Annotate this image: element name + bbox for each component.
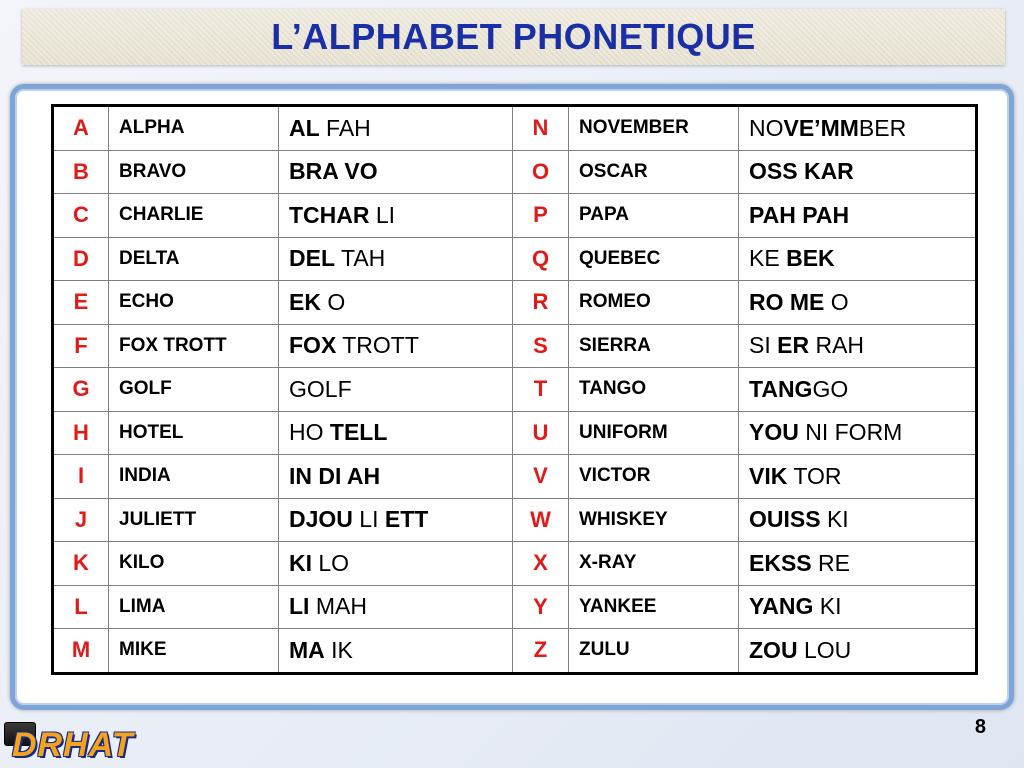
pronunciation-cell [739,237,977,281]
pronunciation-segment: IK [324,636,353,663]
pronunciation-cell [739,106,977,151]
pronunciation-segment: TOR [787,462,842,489]
code-word-cell: GOLF [109,368,279,412]
code-word-cell: VICTOR [569,455,739,499]
letter-cell: B [53,150,109,194]
pronunciation-segment: GOLF [289,375,352,402]
letter-cell: E [53,281,109,325]
pronunciation-segment: DJOU [289,506,353,533]
letter-cell: L [53,585,109,629]
letter-cell: A [53,106,109,151]
letter-cell: Q [513,237,569,281]
pronunciation-segment: PAH PAH [749,201,850,228]
code-word-cell: ALPHA [109,106,279,151]
table-row [53,150,977,194]
pronunciation-segment: EKSS [749,549,812,576]
pronunciation-cell [739,542,977,586]
pronunciation-segment: SI [749,332,778,359]
code-word-cell: ECHO [109,281,279,325]
pronunciation-cell [739,411,977,455]
title-banner [22,9,1005,65]
pronunciation-cell [279,368,513,412]
page-number: 8 [974,716,986,738]
table-row [53,106,977,151]
code-word-cell: LIMA [109,585,279,629]
pronunciation-segment: FOX [289,332,337,359]
pronunciation-segment: TELL [329,419,388,446]
pronunciation-segment: KE [749,245,787,272]
pronunciation-segment: RE [811,549,850,576]
table-row [53,194,977,238]
table-row [53,585,977,629]
pronunciation-segment: ER [777,332,810,359]
letter-cell: F [53,324,109,368]
pronunciation-segment: OSS KAR [749,158,854,185]
letter-cell: S [513,324,569,368]
pronunciation-cell [279,585,513,629]
pronunciation-segment: O [824,288,849,315]
pronunciation-segment: GO [812,375,849,402]
pronunciation-segment: ZOU [749,636,798,663]
table-body [53,106,977,674]
letter-cell: G [53,368,109,412]
code-word-cell: MIKE [109,629,279,674]
table-row [53,629,977,674]
code-word-cell: QUEBEC [569,237,739,281]
letter-cell: C [53,194,109,238]
pronunciation-segment: RAH [809,332,865,359]
code-word-cell: BRAVO [109,150,279,194]
pronunciation-segment: BRA VO [289,158,378,185]
logo [0,718,160,768]
letter-cell: K [53,542,109,586]
code-word-cell: WHISKEY [569,498,739,542]
code-word-cell: OSCAR [569,150,739,194]
pronunciation-segment: VE’MM [783,114,859,141]
pronunciation-cell [279,281,513,325]
pronunciation-segment: YANG [749,593,814,620]
pronunciation-segment: TCHAR [289,201,370,228]
pronunciation-segment: TAH [335,245,386,272]
pronunciation-cell [739,194,977,238]
pronunciation-segment: OUISS [749,506,821,533]
pronunciation-cell [739,150,977,194]
pronunciation-cell [279,194,513,238]
pronunciation-segment: LO [312,549,350,576]
pronunciation-segment: VIK [749,462,788,489]
code-word-cell: PAPA [569,194,739,238]
letter-cell: X [513,542,569,586]
table-row [53,411,977,455]
pronunciation-segment: LI [369,201,396,228]
pronunciation-cell [279,629,513,674]
pronunciation-segment: YOU [749,419,799,446]
letter-cell: W [513,498,569,542]
letter-cell: T [513,368,569,412]
pronunciation-cell [739,629,977,674]
pronunciation-cell [279,542,513,586]
code-word-cell: X-RAY [569,542,739,586]
letter-cell: Z [513,629,569,674]
pronunciation-cell [279,455,513,499]
pronunciation-segment: MA [289,636,325,663]
pronunciation-cell [739,585,977,629]
pronunciation-segment: IN DI AH [289,462,381,489]
letter-cell: O [513,150,569,194]
pronunciation-segment: AL [289,114,320,141]
letter-cell: V [513,455,569,499]
pronunciation-segment: LI [289,593,310,620]
pronunciation-segment: NI FORM [798,419,903,446]
pronunciation-cell [279,498,513,542]
pronunciation-cell [739,281,977,325]
letter-cell: D [53,237,109,281]
code-word-cell: SIERRA [569,324,739,368]
pronunciation-segment: KI [289,549,312,576]
pronunciation-segment: DEL [289,245,335,272]
code-word-cell: INDIA [109,455,279,499]
code-word-cell: FOX TROTT [109,324,279,368]
pronunciation-cell [739,498,977,542]
code-word-cell: ROMEO [569,281,739,325]
code-word-cell: DELTA [109,237,279,281]
pronunciation-segment: NO [749,114,784,141]
pronunciation-cell [739,324,977,368]
letter-cell: M [53,629,109,674]
pronunciation-segment: MAH [309,593,367,620]
letter-cell: J [53,498,109,542]
pronunciation-segment: RO ME [749,288,825,315]
pronunciation-segment: LI [352,506,385,533]
phonetic-alphabet-table [51,104,978,675]
code-word-cell: KILO [109,542,279,586]
code-word-cell: CHARLIE [109,194,279,238]
letter-cell: R [513,281,569,325]
table-row [53,324,977,368]
code-word-cell: JULIETT [109,498,279,542]
code-word-cell: YANKEE [569,585,739,629]
letter-cell: I [53,455,109,499]
pronunciation-segment: FAH [319,114,371,141]
pronunciation-cell [739,368,977,412]
pronunciation-cell [279,106,513,151]
letter-cell: P [513,194,569,238]
pronunciation-segment: BER [858,114,907,141]
table-row [53,498,977,542]
code-word-cell: TANGO [569,368,739,412]
table-row [53,237,977,281]
page-title: L’ALPHABET PHONETIQUE [271,16,756,57]
pronunciation-segment: O [320,288,346,315]
pronunciation-cell [279,411,513,455]
pronunciation-segment: ETT [384,506,429,533]
letter-cell: Y [513,585,569,629]
pronunciation-segment: KI [813,593,842,620]
pronunciation-segment: HO [289,419,330,446]
pronunciation-segment: LOU [797,636,852,663]
code-word-cell: UNIFORM [569,411,739,455]
letter-cell: N [513,106,569,151]
code-word-cell: ZULU [569,629,739,674]
table-row [53,368,977,412]
pronunciation-cell [279,150,513,194]
pronunciation-cell [739,455,977,499]
code-word-cell: NOVEMBER [569,106,739,151]
pronunciation-cell [279,324,513,368]
logo-text: DRHAT [12,726,134,764]
pronunciation-cell [279,237,513,281]
pronunciation-segment: EK [289,288,321,315]
table-row [53,281,977,325]
pronunciation-segment: BEK [786,245,835,272]
code-word-cell: HOTEL [109,411,279,455]
letter-cell: U [513,411,569,455]
pronunciation-segment: TANG [749,375,813,402]
letter-cell: H [53,411,109,455]
pronunciation-segment: TROTT [336,332,419,359]
table-row [53,455,977,499]
table-row [53,542,977,586]
pronunciation-segment: KI [820,506,849,533]
